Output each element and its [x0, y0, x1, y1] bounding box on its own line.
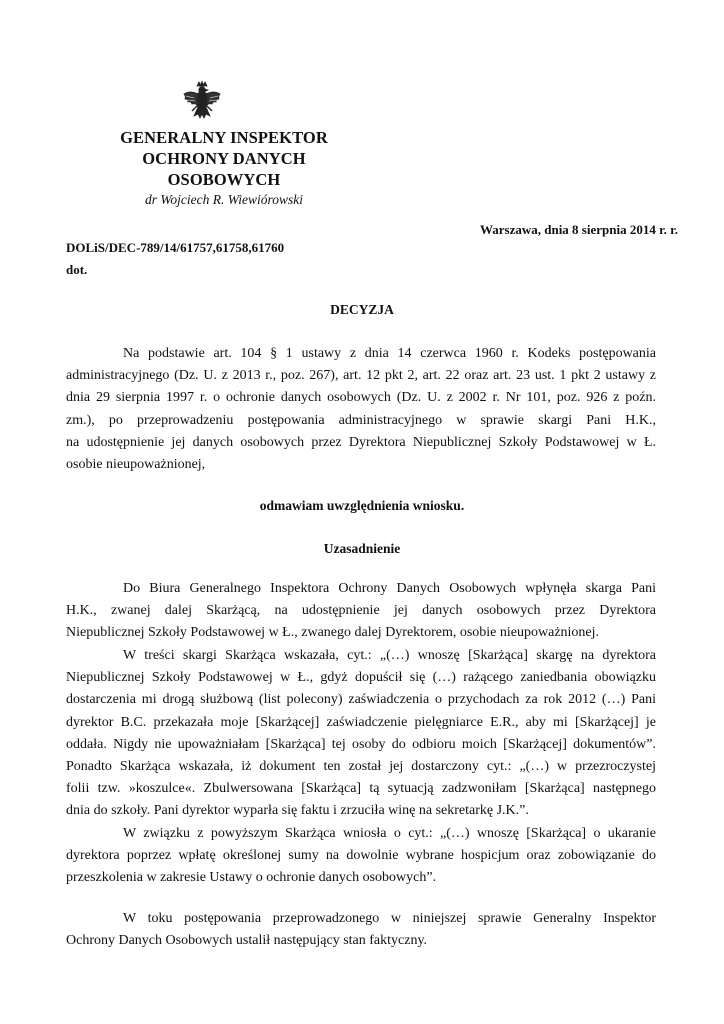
- text-line: dyrektor B.C. przekazała moje [Skarżącej] zaświadczenie pielęgniarce E.R., aby mi [Skarżącej] je: [66, 714, 656, 730]
- decision-title: DECYZJA: [330, 302, 394, 317]
- text-line: dnia do szkoły. Pani dyrektor wyparła się faktu i zrzuciła winę na sekretarkę J.K.”.: [66, 803, 529, 819]
- text-line: Niepublicznej Szkoły Podstawowej w Ł., zwanego dalej Dyrektorem, osobie nieupoważnionej.: [66, 625, 600, 641]
- justification-paragraph-3: [66, 823, 656, 890]
- text-line: zm.), po przeprowadzeniu postępowania administracyjnego w sprawie skargi Pani H.K.,: [66, 412, 656, 428]
- text-line: H.K., zwanej dalej Skarżącą, na udostępnienie jej danych osobowych przez Dyrektora: [66, 603, 656, 619]
- authority-line: GENERALNY INSPEKTOR: [120, 128, 328, 147]
- text-line: Do Biura Generalnego Inspektora Ochrony Danych Osobowych wpłynęła skarga Pani: [123, 581, 656, 596]
- text-line: Niepublicznej Szkoły Podstawowej w Ł., gdyż dopuścił się (…) rażącego zaniedbania obowiązku: [66, 670, 656, 686]
- justification-paragraph-4: [66, 908, 656, 952]
- place-and-date: Warszawa, dnia 8 sierpnia 2014 r. r.: [479, 222, 678, 237]
- text-line: W związku z powyższym Skarżąca wniosła o cyt.: „(…) wnoszę [Skarżąca] o ukaranie: [123, 826, 656, 841]
- text-line: folii tzw. »koszulce«. Zbulwersowana [Skarżąca] tą sytuacją zadzwoniłam [Skarżąca] następnego: [66, 781, 656, 797]
- polish-eagle-emblem-icon: [180, 80, 224, 128]
- text-line: dnia 29 sierpnia 1997 r. o ochronie danych osobowych (Dz. U. z 2002 r. Nr 101, poz. 926 z poźn.: [66, 390, 656, 406]
- justification-title: Uzasadnienie: [323, 541, 401, 556]
- text-line: administracyjnego (Dz. U. z 2013 r., poz. 267), art. 12 pkt 2, art. 22 oraz art. 23 ust. 1 pkt 2 ustawy z: [66, 368, 656, 384]
- text-line: osobie nieupoważnionej,: [66, 457, 206, 473]
- text-line: dostarczenia mi drogą służbową (list polecony) zaświadczenia o przychodach za rok 2012 (…) Pani: [66, 692, 656, 708]
- authority-line: OSOBOWYCH: [167, 170, 281, 189]
- text-line: W treści skargi Skarżąca wskazała, cyt.: „(…) wnoszę [Skarżąca] skargę na dyrektora: [123, 648, 656, 663]
- authority-name: [82, 127, 366, 190]
- text-line: przeszkolenia w zakresie Ustawy o ochronie danych osobowych”.: [66, 870, 437, 886]
- text-line: Ponadto Skarżąca wskazała, iż dokument ten został jej dostarczony cyt.: „(…) w przezroczystej: [66, 759, 656, 775]
- authority-line: OCHRONY DANYCH: [142, 149, 306, 168]
- regarding-label: dot.: [66, 262, 88, 277]
- text-line: Ochrony Danych Osobowych ustalił następujący stan faktyczny.: [66, 933, 428, 949]
- text-line: na udostępnienie jej danych osobowych przez Dyrektora Niepublicznej Szkoły Podstawowej w Ł.: [66, 434, 656, 450]
- decision-intro-paragraph: [66, 343, 656, 476]
- case-reference: DOLiS/DEC-789/14/61757,61758,61760: [66, 240, 285, 255]
- justification-paragraph-1: [66, 578, 656, 645]
- text-line: dyrektora poprzez wpłatę określonej sumy na dowolnie wybrane hospicjum oraz zobowiązanie do: [66, 848, 656, 864]
- text-line: Na podstawie art. 104 § 1 ustawy z dnia 14 czerwca 1960 r. Kodeks postępowania: [123, 346, 656, 361]
- inspector-name: dr Wojciech R. Wiewiórowski: [145, 192, 303, 207]
- text-line: oddała. Nigdy nie upoważniałam [Skarżąca] tej osoby do odbioru moich [Skarżącej] dokumentów”.: [66, 736, 656, 752]
- ruling-text: odmawiam uwzględnienia wniosku.: [259, 498, 465, 513]
- justification-paragraph-2: [66, 645, 656, 823]
- text-line: W toku postępowania przeprowadzonego w niniejszej sprawie Generalny Inspektor: [123, 911, 656, 926]
